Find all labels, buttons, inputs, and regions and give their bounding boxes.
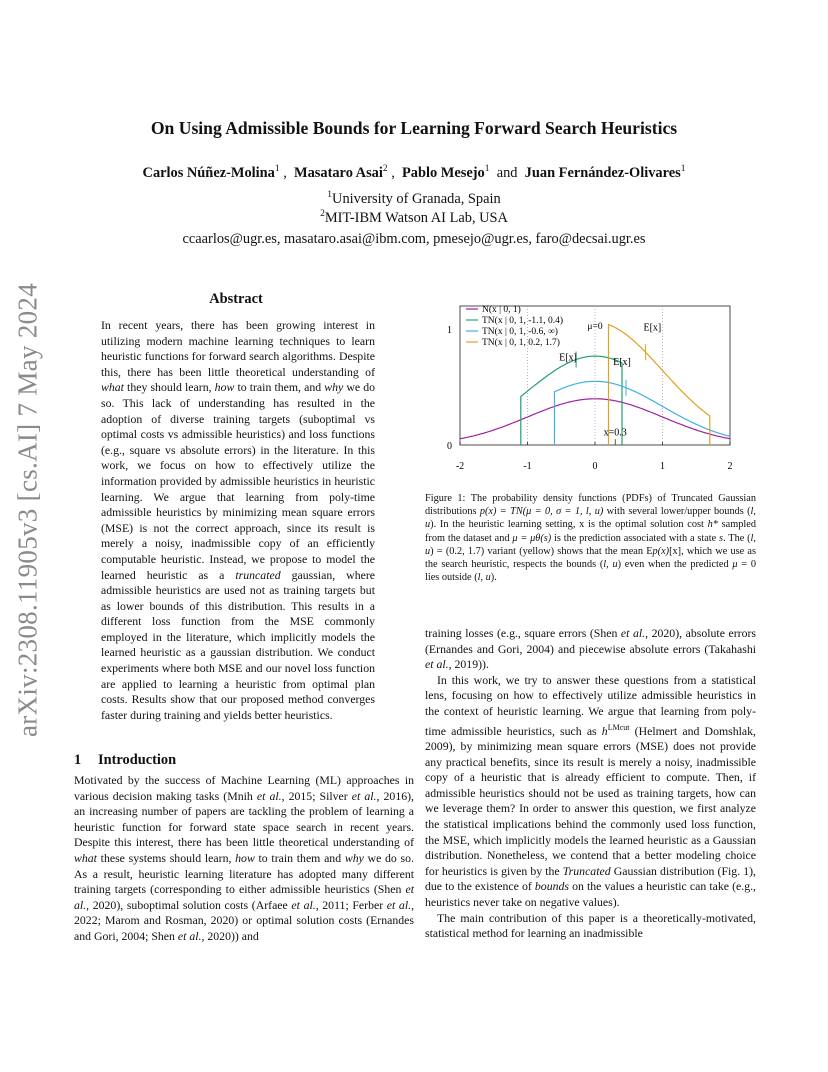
affiliation-2: $^2$MIT-IBM Watson AI Lab, USA	[320, 209, 508, 226]
legend-label: TN(x | 0, 1, 0.2, 1.7)	[482, 338, 560, 348]
mean-label: E[x]	[559, 352, 577, 364]
series-line	[555, 381, 731, 445]
arxiv-identifier	[8, 282, 48, 738]
author-emails: ccaarlos@ugr.es, masataro.asai@ibm.com, pmesejo@ugr.es, faro@decsai.ugr.es	[182, 231, 646, 247]
legend-label: TN(x | 0, 1, -0.6, ∞)	[482, 327, 558, 337]
caption-text: Figure 1: The probability density functions (PDFs) of Truncated Gaussian distributions p(x) = TN(μ = 0, σ = 1, l, u) with several lower/upper bounds (l, u). In the heuristic learning setting, x is the optimal solution cost h* sampled from the dataset and μ = μθ(s) is the prediction associated with a state s. The (l, u) = (0.2, 1.7) variant (yellow) shows that the mean Ep(x)[x], which we use as the search heuristic, respects the bounds (l, u) even when the predicted μ = 0 lies outside (l, u).	[425, 493, 756, 584]
introduction-body	[74, 773, 414, 945]
author-list: Carlos Núñez-Molina$^1$ , Masataro Asai$^2$ , Pablo Mesejo$^1$ and Juan Fernández-Olivares$^1$	[142, 164, 686, 181]
section-heading-introduction	[74, 752, 414, 769]
y-tick-label: 0	[447, 441, 452, 452]
abstract-paragraph: In recent years, there has been growing interest in utilizing modern machine learning techniques to learn heuristic functions for forward search algorithms. Despite this, there has been little theoretical understanding of what they should learn, how to train them, and why we do so. This lack of understanding has resulted in the adoption of diverse training targets (suboptimal vs optimal costs vs admissible heuristics) and loss functions (e.g., square vs absolute errors) in the literature. In this work, we focus on how to effectively utilize the information provided by admissible heuristics in heuristic learning. We argue that learning from poly-time admissible heuristics by minimizing mean square errors (MSE) is not the correct approach, since its result is merely a noisy, inadmissible copy of an efficiently computable heuristic. Instead, we propose to model the learned heuristic as a truncated gaussian, where admissible heuristics are used not as training targets but as lower bounds of this distribution. This results in a different loss function from the MSE commonly employed in the literature, which implicitly models the learned heuristic as a gaussian distribution. We conduct experiments where both MSE and our novel loss function are applied to learning a heuristic from optimal plan costs. Results show that our proposed method converges faster during training and yields better heuristics.	[101, 318, 375, 722]
x-tick-label: 1	[660, 461, 665, 472]
paper-title: On Using Admissible Bounds for Learning Forward Search Heuristics	[150, 118, 678, 138]
author-name: Pablo Mesejo	[402, 164, 485, 181]
legend-label: TN(x | 0, 1, -1.1, 0.4)	[482, 316, 564, 326]
author-name: Juan Fernández-Olivares	[524, 164, 681, 181]
right-paragraph-1: training losses (e.g., square errors (Shen et al., 2020), absolute errors (Ernandes and Gori, 2004) and piecewise absolute errors (Takahashi et al., 2019)).	[425, 626, 757, 672]
author-name: Masataro Asai	[294, 164, 383, 181]
section-title: Introduction	[98, 752, 177, 768]
intro-paragraph: Motivated by the success of Machine Learning (ML) approaches in various decision making tasks (Mnih et al., 2015; Silver et al., 2016), an increasing number of papers are tackling the problem of learning a heuristic function for forward state space search in recent years. Despite this interest, there has been little theoretical understanding of what these systems should learn, how to train them and why we do so. As a result, heuristic learning literature has adopted many different training targets (corresponding to either admissible heuristics (Shen et al., 2020), suboptimal solution costs (Arfaee et al., 2011; Ferber et al., 2022; Marom and Rosman, 2020) or optimal solution costs (Ernandes and Gori, 2004; Shen et al., 2020)) and	[74, 773, 415, 943]
right-paragraph-3: The main contribution of this paper is a theoretically-motivated, statistical method for learning an inadmissible	[425, 910, 756, 941]
mu-label: μ=0	[587, 322, 603, 333]
right-paragraph-2: In this work, we try to answer these questions from a statistical lens, focusing on how to effectively utilize admissible heuristics in the context of heuristic learning. We argue that learning from poly-time admissible heuristics, such as $h^{LMcut}$ (Helmert and Domshlak, 2009), by minimizing mean square errors (MSE) does not provide any practical benefits, since its result is merely a noisy, inadmissible copy of a heuristic that is already efficient to compute. Then, if admissible heuristics should not be used as training targets, how can we leverage them? In order to answer this question, we first analyze the statistical implications behind the commonly used loss function, the MSE, which implicitly models the learned heuristic as a Gaussian distribution. Nonetheless, we contend that a better modeling choice for heuristics is given by the Truncated Gaussian distribution (Fig. 1), due to the existence of bounds on the values a heuristic can take (e.g., heuristics never take on negative values).	[425, 672, 756, 910]
abstract-body	[101, 318, 375, 723]
x-tick-label: 2	[727, 461, 733, 472]
abstract-heading: Abstract	[209, 291, 263, 307]
figure-1-chart	[440, 300, 740, 476]
affiliation-1: $^1$University of Granada, Spain	[327, 190, 501, 207]
section-number: 1	[74, 752, 82, 768]
legend-label: N(x | 0, 1)	[482, 305, 521, 315]
right-column-body	[425, 626, 756, 942]
x-point-label: x=0.3	[603, 427, 627, 439]
mean-label: E[x]	[643, 322, 662, 334]
y-tick-label: 1	[447, 325, 452, 337]
author-name: Carlos Núñez-Molina	[142, 164, 275, 181]
mean-label: E[x]	[613, 357, 631, 369]
figure-1-caption	[425, 492, 756, 584]
x-tick-label: -1	[523, 461, 532, 472]
arxiv-identifier-text: arXiv:2308.11905v3 [cs.AI] 7 May 2024	[12, 282, 43, 738]
x-tick-label: -2	[455, 461, 465, 472]
x-tick-label: 0	[592, 461, 598, 472]
